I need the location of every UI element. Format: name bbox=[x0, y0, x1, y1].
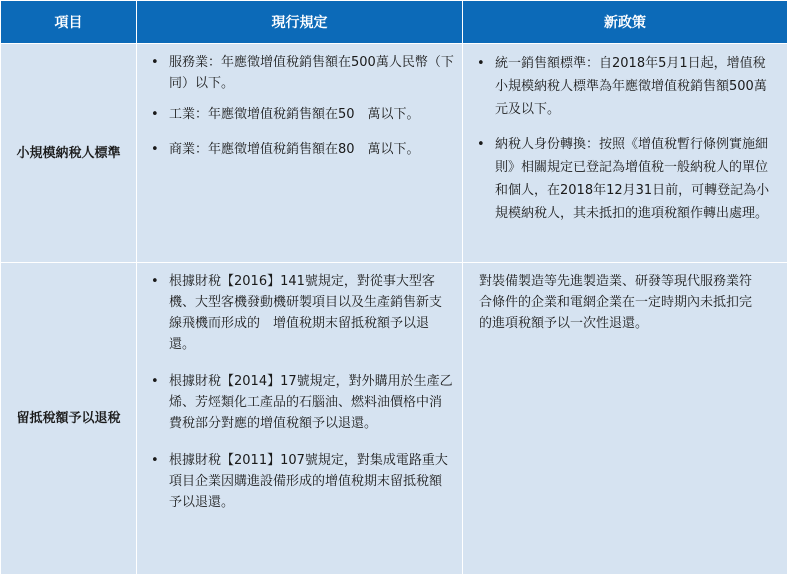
new-policy-list bbox=[467, 52, 775, 225]
list-item: • 納稅人身份轉換：按照《增值稅暫行條例實施細則》相關規定已登記為增值稅一般納稅人的單位和個人，在2018年12月31日前，可轉登記為小規模納稅人，其未抵扣的進項稅額作轉出處理。 bbox=[467, 133, 775, 225]
header-current-rules: 現行規定 bbox=[137, 1, 463, 44]
row-label-small-scale-taxpayer: 小規模納稅人標準 bbox=[1, 44, 137, 263]
current-rules-list bbox=[141, 271, 454, 513]
current-rules-cell bbox=[137, 263, 463, 575]
current-rules-cell bbox=[137, 44, 463, 263]
header-row bbox=[1, 1, 787, 44]
list-item: • 根據財稅【2011】107號規定，對集成電路重大項目企業因購進設備形成的增值稅期末留抵稅額予以退還。 bbox=[141, 450, 454, 513]
header-item: 項目 bbox=[1, 1, 137, 44]
row-label-tax-credit-refund: 留抵稅額予以退稅 bbox=[1, 263, 137, 575]
new-policy-cell bbox=[463, 44, 787, 263]
list-item: • 服務業：年應徵增值稅銷售額在500萬人民幣（下同）以下。 bbox=[141, 52, 454, 94]
list-item: • 商業：年應徵增值稅銷售額在80 萬以下。 bbox=[141, 139, 454, 160]
list-item: • 工業：年應徵增值稅銷售額在50 萬以下。 bbox=[141, 104, 454, 125]
header-new-policy: 新政策 bbox=[463, 1, 787, 44]
current-rules-list bbox=[141, 52, 454, 160]
new-policy-text: 對裝備製造等先進製造業、研發等現代服務業符合條件的企業和電網企業在一定時期內未抵扣完的進項稅額予以一次性退還。 bbox=[467, 271, 775, 334]
table-row-tax-credit-refund bbox=[1, 263, 787, 575]
list-item: • 根據財稅【2016】141號規定，對從事大型客機、大型客機發動機研製項目以及生產銷售新支線飛機而形成的 增值稅期末留抵稅額予以退還。 bbox=[141, 271, 454, 355]
new-policy-cell bbox=[463, 263, 787, 575]
list-item: • 根據財稅【2014】17號規定，對外購用於生產乙烯、芳烴類化工產品的石腦油、燃料油價格中消費稅部分對應的增值稅額予以退還。 bbox=[141, 371, 454, 434]
table-row-small-scale-taxpayer bbox=[1, 44, 787, 263]
list-item: • 統一銷售額標準：自2018年5月1日起，增值稅小規模納稅人標準為年應徵增值稅銷售額500萬元及以下。 bbox=[467, 52, 775, 121]
